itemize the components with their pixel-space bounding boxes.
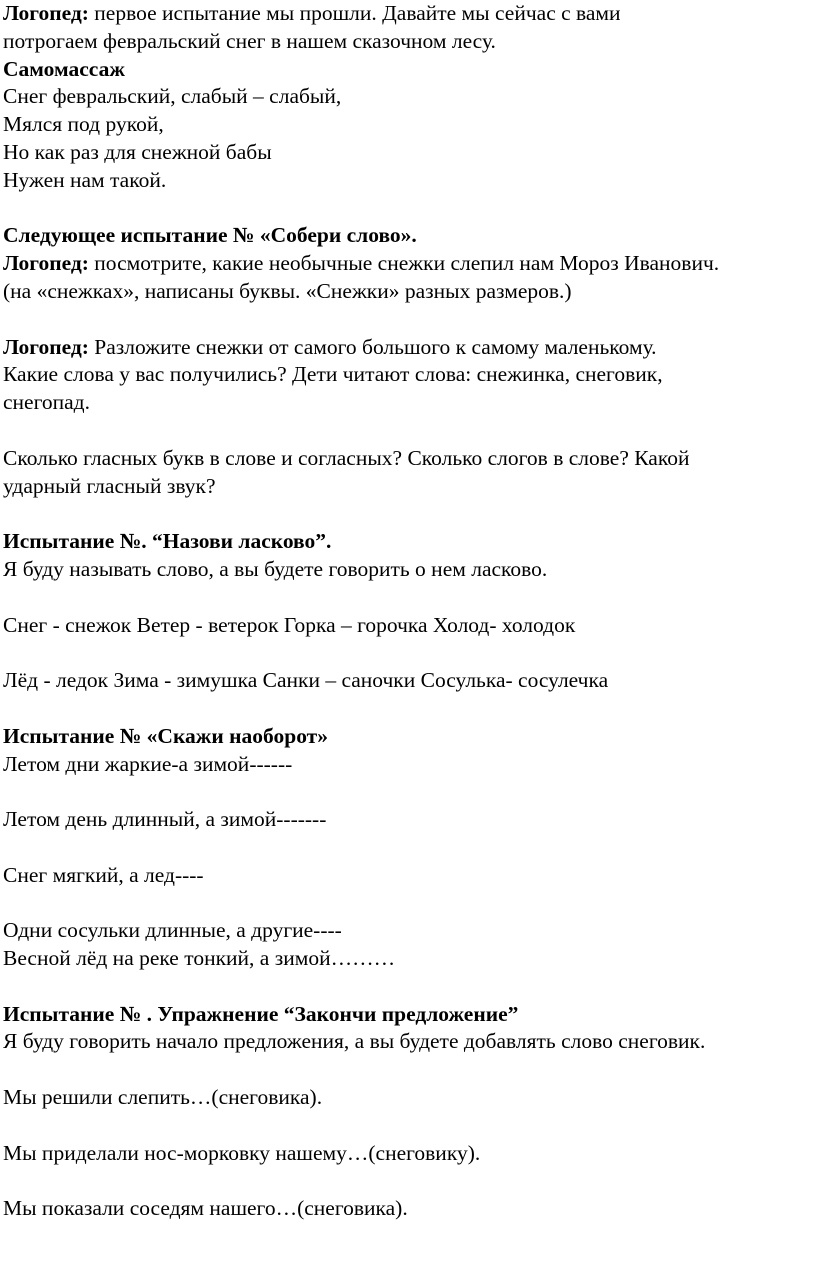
exercise-line: Летом дни жаркие-а зимой------ <box>3 751 293 776</box>
paragraph-text: Сколько гласных букв в слове и согласных? Сколько слогов в слове? Какой <box>3 445 690 470</box>
paragraph-text: Я буду называть слово, а вы будете говорить о нем ласково. <box>3 556 548 581</box>
blank-line <box>3 1167 815 1195</box>
paragraph-text: потрогаем февральский снег в нашем сказочном лесу. <box>3 28 496 53</box>
section-heading: Следующее испытание № «Собери слово». <box>3 223 417 248</box>
exercise-line: Снег мягкий, а лед---- <box>3 862 204 887</box>
blank-line <box>3 639 815 667</box>
blank-line <box>3 834 815 862</box>
speaker-line <box>3 334 815 362</box>
exercise-line: Летом день длинный, а зимой------- <box>3 807 327 832</box>
blank-line <box>3 500 815 528</box>
section-heading: Испытание № «Скажи наоборот» <box>3 723 328 748</box>
poem-line: Но как раз для снежной бабы <box>3 139 272 164</box>
blank-line <box>3 306 815 334</box>
blank-line <box>3 695 815 723</box>
word-pairs-line: Лёд - ледок Зима - зимушка Санки – саночки Сосулька- сосулечка <box>3 668 609 693</box>
exercise-line: Одни сосульки длинные, а другие---- <box>3 918 342 943</box>
speaker-line <box>3 0 815 28</box>
blank-line <box>3 1056 815 1084</box>
blank-line <box>3 1112 815 1140</box>
section-heading: Испытание №. “Назови ласково”. <box>3 529 332 554</box>
poem-line: Снег февральский, слабый – слабый, <box>3 84 342 109</box>
blank-line <box>3 973 815 1001</box>
speaker-label: Логопед: <box>3 251 89 276</box>
document-page <box>3 0 815 1223</box>
blank-line <box>3 778 815 806</box>
exercise-line: Весной лёд на реке тонкий, а зимой……… <box>3 946 396 971</box>
section-heading: Самомассаж <box>3 56 125 81</box>
paragraph-text: Я буду говорить начало предложения, а вы будете добавлять слово снеговик. <box>3 1029 706 1054</box>
paragraph-text: Какие слова у вас получились? Дети читают слова: снежинка, снеговик, <box>3 362 663 387</box>
blank-line <box>3 195 815 223</box>
paragraph-text: (на «снежках», написаны буквы. «Снежки» разных размеров.) <box>3 278 572 303</box>
exercise-line: Мы показали соседям нашего…(снеговика). <box>3 1196 408 1221</box>
blank-line <box>3 417 815 445</box>
paragraph-text: посмотрите, какие необычные снежки слепил нам Мороз Иванович. <box>88 251 720 276</box>
section-heading: Испытание № . Упражнение “Закончи предложение” <box>3 1001 519 1026</box>
paragraph-text: ударный гласный звук? <box>3 473 216 498</box>
speaker-label: Логопед: <box>3 334 89 359</box>
speaker-line <box>3 250 815 278</box>
blank-line <box>3 584 815 612</box>
exercise-line: Мы приделали нос-морковку нашему…(снеговику). <box>3 1140 481 1165</box>
exercise-line: Мы решили слепить…(снеговика). <box>3 1085 323 1110</box>
blank-line <box>3 890 815 918</box>
speaker-label: Логопед: <box>3 1 89 25</box>
paragraph-text: Разложите снежки от самого большого к самому маленькому. <box>88 334 657 359</box>
poem-line: Нужен нам такой. <box>3 167 167 192</box>
paragraph-text: первое испытание мы прошли. Давайте мы сейчас с вами <box>88 1 621 25</box>
paragraph-text: снегопад. <box>3 390 90 415</box>
poem-line: Мялся под рукой, <box>3 112 164 137</box>
word-pairs-line: Снег - снежок Ветер - ветерок Горка – горочка Холод- холодок <box>3 612 576 637</box>
